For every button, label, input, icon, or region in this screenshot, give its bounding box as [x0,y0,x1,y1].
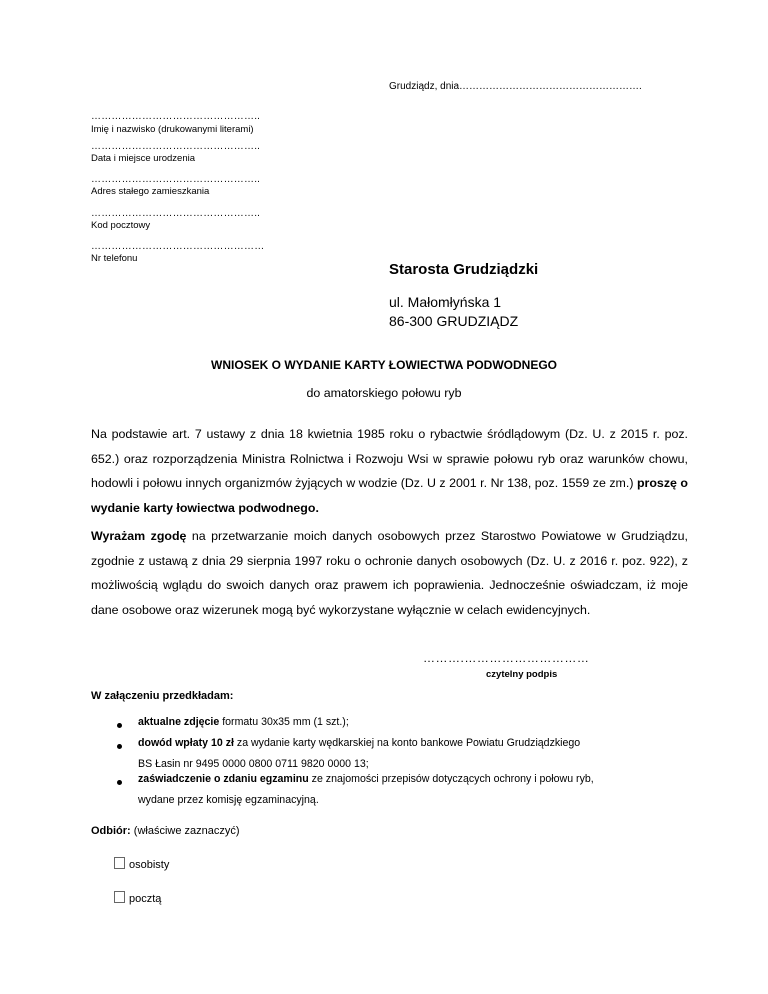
consent-text: na przetwarzanie moich danych osobowych przez Starostwo Powiatowe w Grudziądzu, zgodnie z ustawą z dnia 29 sierpnia 1997 roku o ochronie danych osobowych (Dz. U. z 2016 r. poz. 922), z możliwością wglądu do swoich danych oraz prawem ich poprawienia. Jednocześnie oświadczam, iż moje dane osobowe oraz wizerunek mogą być wykorzystane wyłącznie w celach ewidencyjnych. [91,529,688,617]
signature-line[interactable]: ……….………………………… [423,651,590,665]
pickup-heading [91,825,240,837]
pickup-option-label: osobisty [129,859,170,871]
phone-field-line[interactable]: …………………………………………… [91,241,265,252]
attachment-item-bold: zaświadczenie o zdaniu egzaminu [138,773,309,785]
birth-field-line[interactable]: ………………………………………….. [91,141,261,152]
form-title: WNIOSEK O WYDANIE KARTY ŁOWIECTWA PODWODNEGO [211,358,557,372]
attachment-item-exam [138,773,594,785]
recipient-street: ul. Małomłyńska 1 [389,294,502,310]
pickup-option-label: pocztą [129,893,162,905]
consent-paragraph [91,524,688,622]
legal-basis-text: Na podstawie art. 7 ustawy z dnia 18 kwietnia 1985 roku o rybactwie śródlądowym (Dz. U. z 2015 r. poz. 652.) oraz rozporządzenia Ministra Rolnictwa i Rozwoju Wsi w sprawie połowu ryb oraz warunków chowu, hodowli i połowu innych organizmów żyjących w wodzie (Dz. U z 2001 r. Nr 138, poz. 1559 ze zm.) [91,427,688,490]
attachment-item-photo [138,716,349,728]
signature-label: czytelny podpis [486,669,558,680]
address-field-line[interactable]: ………………………………………….. [91,174,261,185]
birth-field-label: Data i miejsce urodzenia [91,153,196,164]
recipient-title: Starosta Grudziądzki [389,261,539,278]
attachment-item-bold: aktualne zdjęcie [138,716,220,728]
place-date-line[interactable]: Grudziądz, dnia………………………………………………. [389,81,642,92]
attachment-item-text: za wydanie karty wędkarskiej na konto bankowe Powiatu Grudziądzkiego [233,737,581,749]
name-field-label: Imię i nazwisko (drukowanymi literami) [91,124,254,135]
attachment-item-payment-account: BS Łasin nr 9495 0000 0800 0711 9820 0000 13; [138,758,369,770]
pickup-hint: (właściwe zaznaczyć) [130,825,240,837]
request-statement: proszę o wydanie karty łowiectwa podwodnego. [91,476,688,515]
consent-statement: Wyrażam zgodę [91,529,187,543]
pickup-label: Odbiór: [91,825,131,837]
pickup-option-personal[interactable] [114,857,169,871]
attachment-item-exam-issuer: wydane przez komisję egzaminacyjną. [138,794,319,806]
postal-field-label: Kod pocztowy [91,220,151,231]
form-subtitle: do amatorskiego połowu ryb [306,386,462,400]
bullet-icon [117,744,122,749]
attachments-heading: W załączeniu przedkładam: [91,690,234,702]
attachment-item-bold: dowód wpłaty 10 zł [138,737,234,749]
pickup-option-post[interactable] [114,891,161,905]
attachment-item-text: ze znajomości przepisów dotyczących ochrony i połowu ryb, [308,773,594,785]
bullet-icon [117,780,122,785]
attachment-item-text: formatu 30x35 mm (1 szt.); [219,716,349,728]
address-field-label: Adres stałego zamieszkania [91,186,210,197]
postal-field-line[interactable]: ………………………………………….. [91,208,261,219]
legal-basis-paragraph [91,422,688,520]
checkbox-post[interactable] [114,891,125,903]
phone-field-label: Nr telefonu [91,253,138,264]
checkbox-personal[interactable] [114,857,125,869]
recipient-city: 86-300 GRUDZIĄDZ [389,313,519,329]
name-field-line[interactable]: ………………………………………….. [91,111,261,122]
bullet-icon [117,723,122,728]
attachment-item-payment [138,737,580,749]
